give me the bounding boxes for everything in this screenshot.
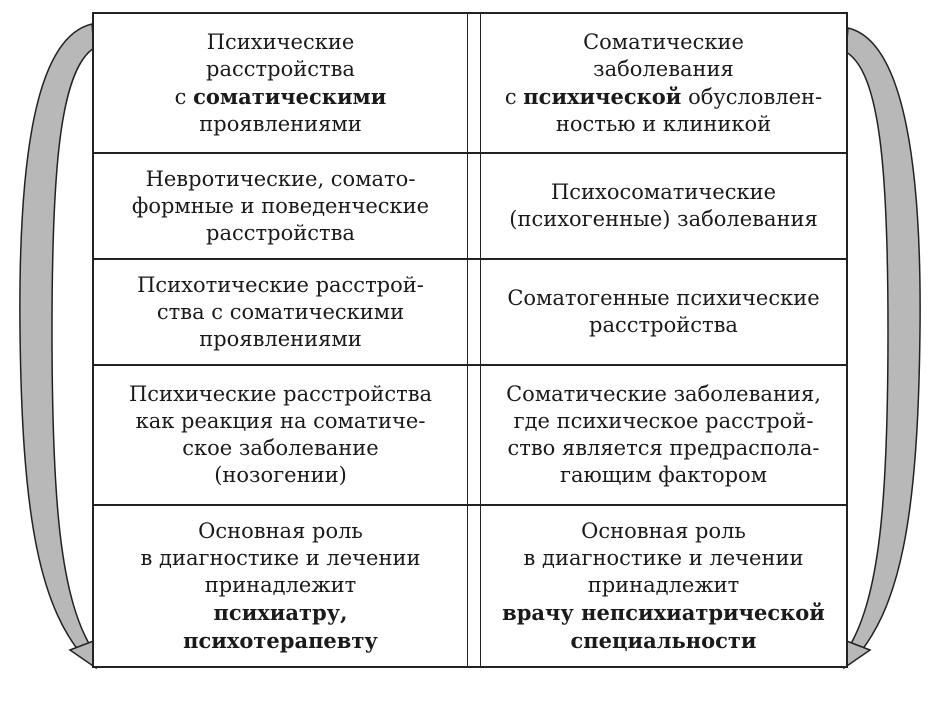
cell-line: Психосоматические xyxy=(550,180,777,204)
cell-line xyxy=(502,599,825,627)
cell-line: в диагностике и лечении xyxy=(523,545,804,570)
cell-line: Основная роль xyxy=(198,518,363,543)
table-row xyxy=(94,506,846,666)
right-curved-arrow xyxy=(846,28,920,662)
row3-left-cell xyxy=(94,260,467,364)
cell-line xyxy=(141,599,421,627)
line-part: с xyxy=(504,84,524,109)
cell-text xyxy=(175,29,387,138)
cell-text xyxy=(505,29,822,138)
emphasis-text: психотерапевту xyxy=(183,627,378,653)
cell-line: в диагностике и лечении xyxy=(140,545,421,570)
cell-line: Невротические, сомато- xyxy=(145,166,416,191)
comparison-table xyxy=(92,12,848,668)
cell-text xyxy=(509,179,817,233)
table-row xyxy=(94,366,846,506)
left-curved-arrow xyxy=(20,24,94,662)
row4-right-cell xyxy=(481,366,846,504)
emphasis-text: врачу непсихиатрической xyxy=(502,599,825,625)
cell-line: Психические расстройства xyxy=(128,382,433,406)
line-part: с xyxy=(174,84,194,109)
row4-left-cell xyxy=(94,366,467,504)
emphasis-text: специальности xyxy=(570,627,757,653)
cell-line: ство является предраспола- xyxy=(507,436,820,460)
cell-line: принадлежит xyxy=(204,572,357,597)
row1-left-cell xyxy=(94,14,467,152)
row5-right-cell xyxy=(481,506,846,666)
cell-text xyxy=(507,285,819,339)
emphasis-text: психической xyxy=(523,83,682,109)
cell-text xyxy=(506,381,821,489)
table-row xyxy=(94,14,846,154)
cell-line: гающим фактором xyxy=(559,463,768,487)
cell-line: Психические xyxy=(206,29,355,54)
cell-line: проявлениями xyxy=(199,111,362,136)
cell-line: ностью и клиникой xyxy=(555,111,772,136)
cell-text xyxy=(129,381,432,489)
table-row xyxy=(94,154,846,260)
cell-text xyxy=(141,518,421,655)
cell-line: (психогенные) заболевания xyxy=(509,207,818,231)
cell-line: ское заболевание xyxy=(182,436,379,460)
table-row xyxy=(94,260,846,366)
cell-line: расстройства xyxy=(206,56,355,81)
cell-line xyxy=(141,627,421,655)
cell-line xyxy=(505,83,822,111)
row5-left-cell xyxy=(94,506,467,666)
cell-text xyxy=(502,518,825,655)
cell-line: расстройства xyxy=(589,313,738,337)
cell-line xyxy=(502,627,825,655)
line-part: обусловлен- xyxy=(681,84,823,109)
emphasis-text: соматическими xyxy=(193,83,387,109)
cell-line: (нозогении) xyxy=(214,463,347,487)
cell-line: Соматические заболевания, xyxy=(506,382,821,406)
cell-line: проявлениями xyxy=(199,326,362,351)
cell-line: расстройства xyxy=(206,220,355,245)
row1-right-cell xyxy=(481,14,846,152)
cell-line: Психотические расстрой- xyxy=(137,272,424,297)
cell-text xyxy=(132,166,429,247)
row2-left-cell xyxy=(94,154,467,258)
emphasis-text: психиатру, xyxy=(213,599,348,625)
cell-line: Основная роль xyxy=(581,518,746,543)
cell-line: формные и поведенческие xyxy=(131,193,430,218)
cell-line: где психическое расстрой- xyxy=(513,409,814,433)
cell-line xyxy=(175,83,387,111)
cell-line: принадлежит xyxy=(587,572,740,597)
cell-line: ства с соматическими xyxy=(156,299,405,324)
row3-right-cell xyxy=(481,260,846,364)
cell-line: Соматогенные психические xyxy=(507,286,820,310)
row2-right-cell xyxy=(481,154,846,258)
cell-line: заболевания xyxy=(593,56,734,81)
cell-line: Соматические xyxy=(583,29,744,54)
cell-line: как реакция на соматиче- xyxy=(135,409,426,433)
cell-text xyxy=(137,272,424,353)
